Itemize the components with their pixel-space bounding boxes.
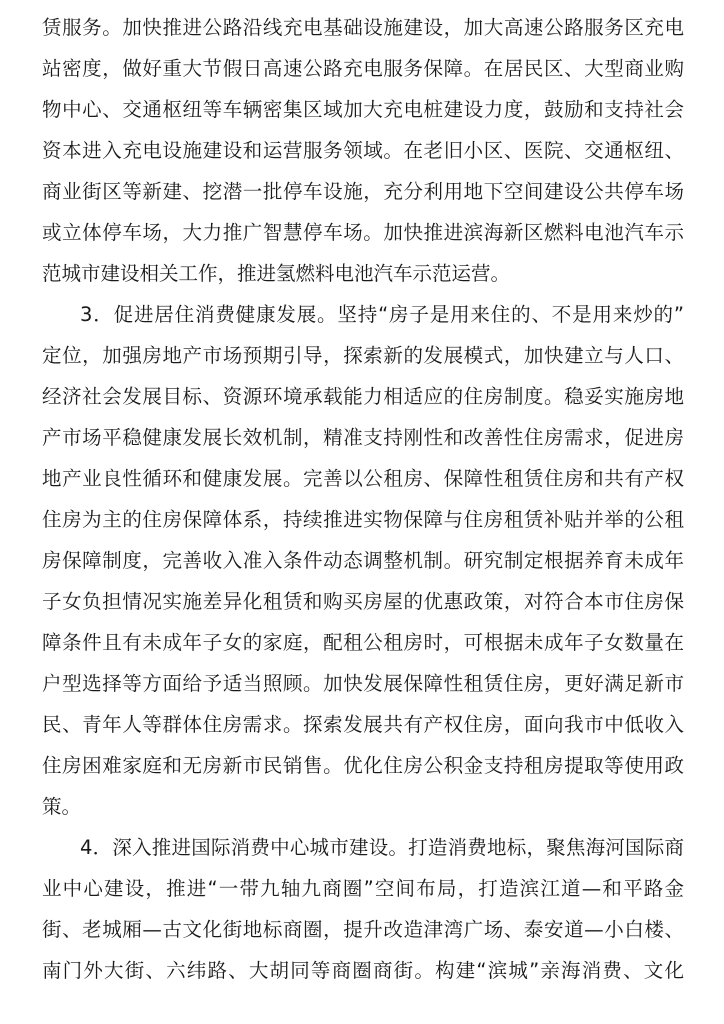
text-line: 户型选择等方面给予适当照顾。加快发展保障性租赁住房，更好满足新市 (42, 672, 684, 695)
text-line: 定位，加强房地产市场预期引导，探索新的发展模式，加快建立与人口、 (42, 344, 684, 367)
text-line: 站密度，做好重大节假日高速公路充电服务保障。在居民区、大型商业购 (42, 57, 684, 80)
paragraph-heading-4: 4．深入推进国际消费中心城市建设。打造消费地标，聚焦海河国际商 (80, 836, 684, 859)
paragraph-heading-3: 3．促进居住消费健康发展。坚持“房子是用来住的、不是用来炒的” (80, 303, 684, 326)
text-line: 障条件且有未成年子女的家庭，配租公租房时，可根据未成年子女数量在 (42, 631, 684, 654)
text-line: 民、青年人等群体住房需求。探索发展共有产权住房，面向我市中低收入 (42, 713, 684, 736)
text-line: 住房为主的住房保障体系，持续推进实物保障与住房租赁补贴并举的公租 (42, 508, 684, 531)
text-line: 范城市建设相关工作，推进氢燃料电池汽车示范运营。 (42, 262, 511, 285)
text-line: 或立体停车场，大力推广智慧停车场。加快推进滨海新区燃料电池汽车示 (42, 221, 684, 244)
text-line: 南门外大街、六纬路、大胡同等商圈商街。构建“滨城”亲海消费、文化 (42, 959, 684, 982)
text-line: 商业街区等新建、挖潜一批停车设施，充分利用地下空间建设公共停车场 (42, 180, 684, 203)
text-line: 经济社会发展目标、资源环境承载能力相适应的住房制度。稳妥实施房地 (42, 385, 684, 408)
text-line: 物中心、交通枢纽等车辆密集区域加大充电桩建设力度，鼓励和支持社会 (42, 98, 684, 121)
text-line: 策。 (42, 795, 82, 818)
text-line: 住房困难家庭和无房新市民销售。优化住房公积金支持租房提取等使用政 (42, 754, 684, 777)
text-line: 产市场平稳健康发展长效机制，精准支持刚性和改善性住房需求，促进房 (42, 426, 684, 449)
text-line: 业中心建设，推进“一带九轴九商圈”空间布局，打造滨江道—和平路金 (42, 877, 684, 900)
text-line: 子女负担情况实施差异化租赁和购买房屋的优惠政策，对符合本市住房保 (42, 590, 684, 613)
text-line: 资本进入充电设施建设和运营服务领域。在老旧小区、医院、交通枢纽、 (42, 139, 684, 162)
text-line: 赁服务。加快推进公路沿线充电基础设施建设，加大高速公路服务区充电 (42, 16, 684, 39)
text-line: 地产业良性循环和健康发展。完善以公租房、保障性租赁住房和共有产权 (42, 467, 684, 490)
text-line: 街、老城厢—古文化街地标商圈，提升改造津湾广场、泰安道—小白楼、 (42, 918, 684, 941)
text-line: 房保障制度，完善收入准入条件动态调整机制。研究制定根据养育未成年 (42, 549, 684, 572)
